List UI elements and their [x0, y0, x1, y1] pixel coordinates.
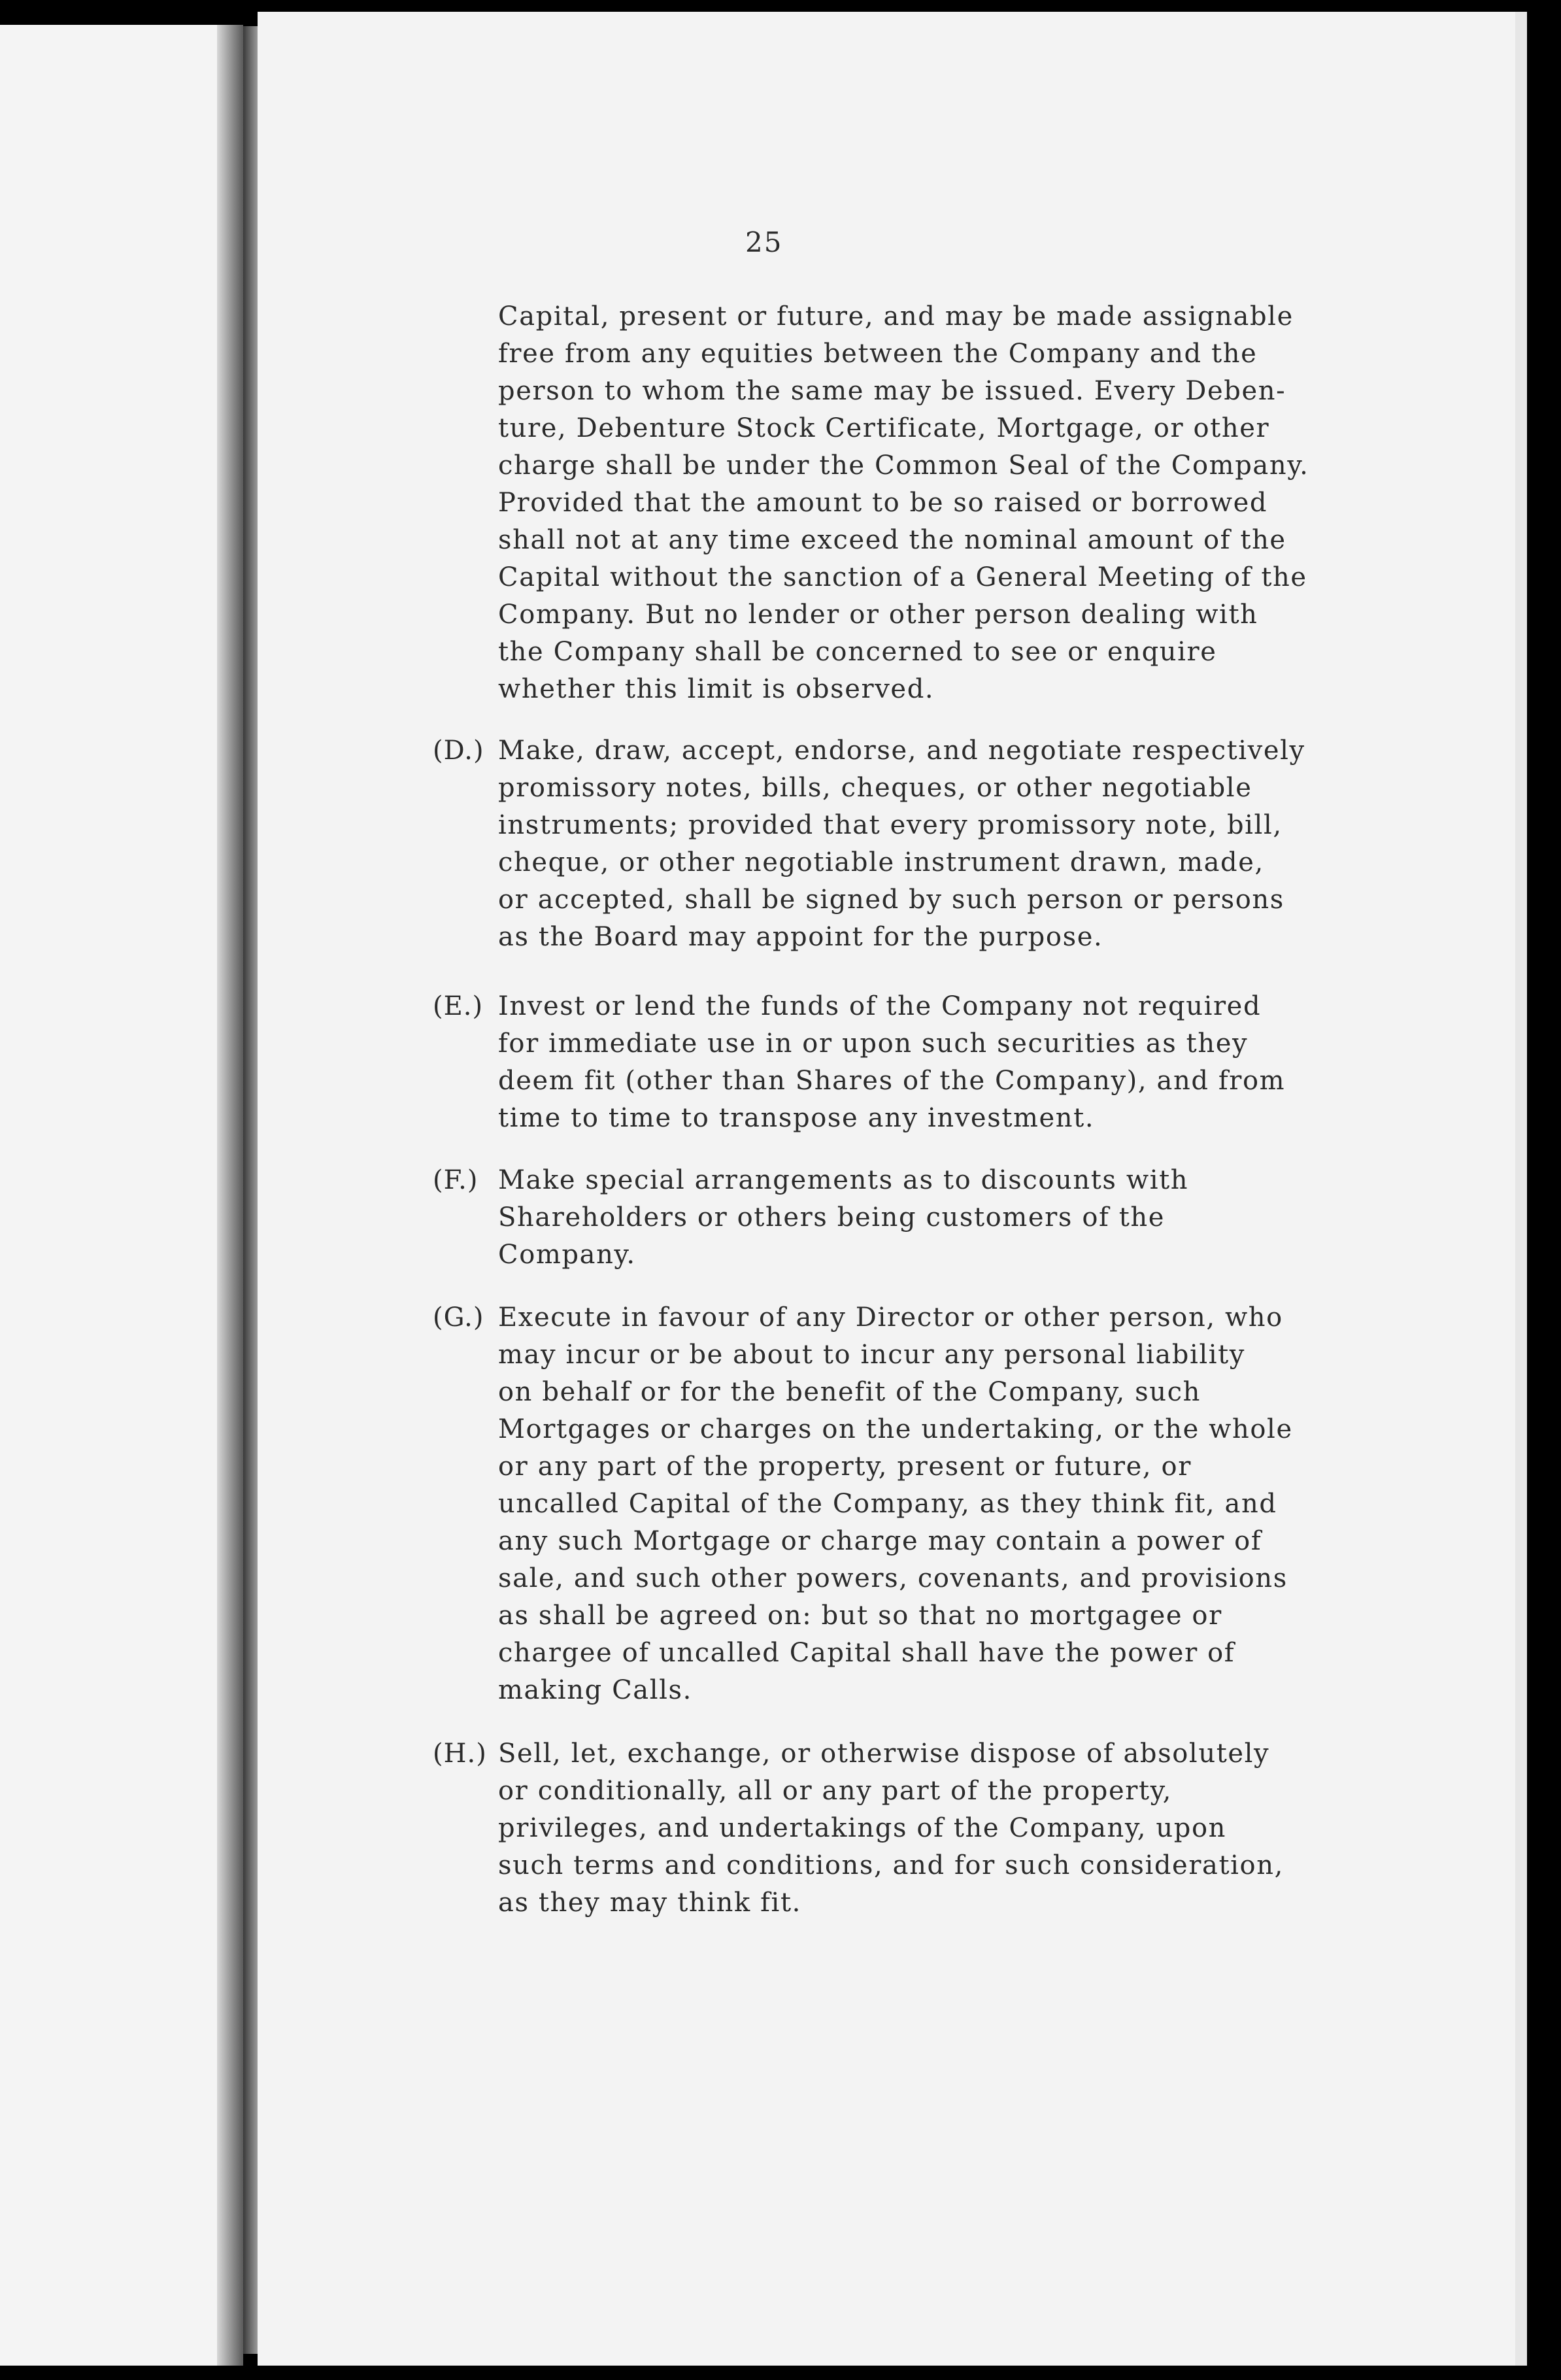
text-line: Make special arrangements as to discounts with: [498, 1165, 1189, 1195]
page-edge: [1515, 12, 1527, 2366]
clause-marker: (G.): [433, 1302, 484, 1333]
text-line: such terms and conditions, and for such consideration,: [498, 1850, 1284, 1880]
text-line: Company.: [498, 1240, 636, 1270]
text-line: Capital, present or future, and may be made assignable: [498, 301, 1294, 332]
text-line: may incur or be about to incur any personal liability: [498, 1340, 1246, 1370]
text-line: time to time to transpose any investment.: [498, 1103, 1095, 1133]
text-line: Company. But no lender or other person dealing with: [498, 600, 1258, 630]
text-line: Make, draw, accept, endorse, and negotiate respectively: [498, 736, 1305, 766]
book-gutter: [243, 26, 258, 2354]
text-line: or any part of the property, present or future, or: [498, 1452, 1192, 1482]
text-line: sale, and such other powers, covenants, and provisions: [498, 1563, 1288, 1593]
clause-marker: (D.): [433, 736, 484, 766]
clause-marker: (H.): [433, 1739, 487, 1769]
text-line: instruments; provided that every promissory note, bill,: [498, 810, 1283, 840]
text-line: Execute in favour of any Director or other person, who: [498, 1302, 1283, 1333]
text-line: Capital without the sanction of a General Meeting of the: [498, 562, 1307, 592]
text-line: or accepted, shall be signed by such person or persons: [498, 885, 1284, 915]
text-line: charge shall be under the Common Seal of the Company.: [498, 450, 1309, 481]
text-line: or conditionally, all or any part of the property,: [498, 1776, 1172, 1806]
left-page: [0, 25, 243, 2366]
text-line: Shareholders or others being customers of the: [498, 1202, 1166, 1232]
text-line: on behalf or for the benefit of the Company, such: [498, 1377, 1201, 1407]
text-line: as they may think fit.: [498, 1888, 801, 1918]
text-line: uncalled Capital of the Company, as they think fit, and: [498, 1489, 1277, 1519]
text-line: any such Mortgage or charge may contain a power of: [498, 1526, 1262, 1556]
text-line: for immediate use in or upon such securities as they: [498, 1028, 1249, 1059]
text-line: ture, Debenture Stock Certificate, Mortgage, or other: [498, 413, 1270, 443]
text-line: chargee of uncalled Capital shall have the power of: [498, 1638, 1235, 1668]
text-line: the Company shall be concerned to see or enquire: [498, 637, 1217, 667]
clause-marker: (E.): [433, 991, 484, 1021]
text-line: as shall be agreed on: but so that no mortgagee or: [498, 1601, 1222, 1631]
text-line: Provided that the amount to be so raised or borrowed: [498, 488, 1268, 518]
page-edge-shadow: [217, 25, 243, 2366]
text-line: free from any equities between the Company and the: [498, 339, 1258, 369]
clause-marker: (F.): [433, 1165, 478, 1195]
text-line: deem fit (other than Shares of the Company), and from: [498, 1066, 1286, 1096]
page-number: 25: [745, 226, 783, 258]
text-line: Invest or lend the funds of the Company not required: [498, 991, 1262, 1021]
text-line: Sell, let, exchange, or otherwise dispose of absolutely: [498, 1739, 1270, 1769]
text-line: promissory notes, bills, cheques, or other negotiable: [498, 773, 1252, 803]
text-line: cheque, or other negotiable instrument drawn, made,: [498, 847, 1264, 877]
text-line: whether this limit is observed.: [498, 674, 935, 704]
text-line: person to whom the same may be issued. Every Deben-: [498, 376, 1286, 406]
text-line: shall not at any time exceed the nominal amount of the: [498, 525, 1286, 555]
text-line: Mortgages or charges on the undertaking, or the whole: [498, 1414, 1293, 1444]
text-line: privileges, and undertakings of the Company, upon: [498, 1813, 1227, 1843]
text-line: as the Board may appoint for the purpose.: [498, 922, 1103, 952]
text-line: making Calls.: [498, 1675, 692, 1705]
